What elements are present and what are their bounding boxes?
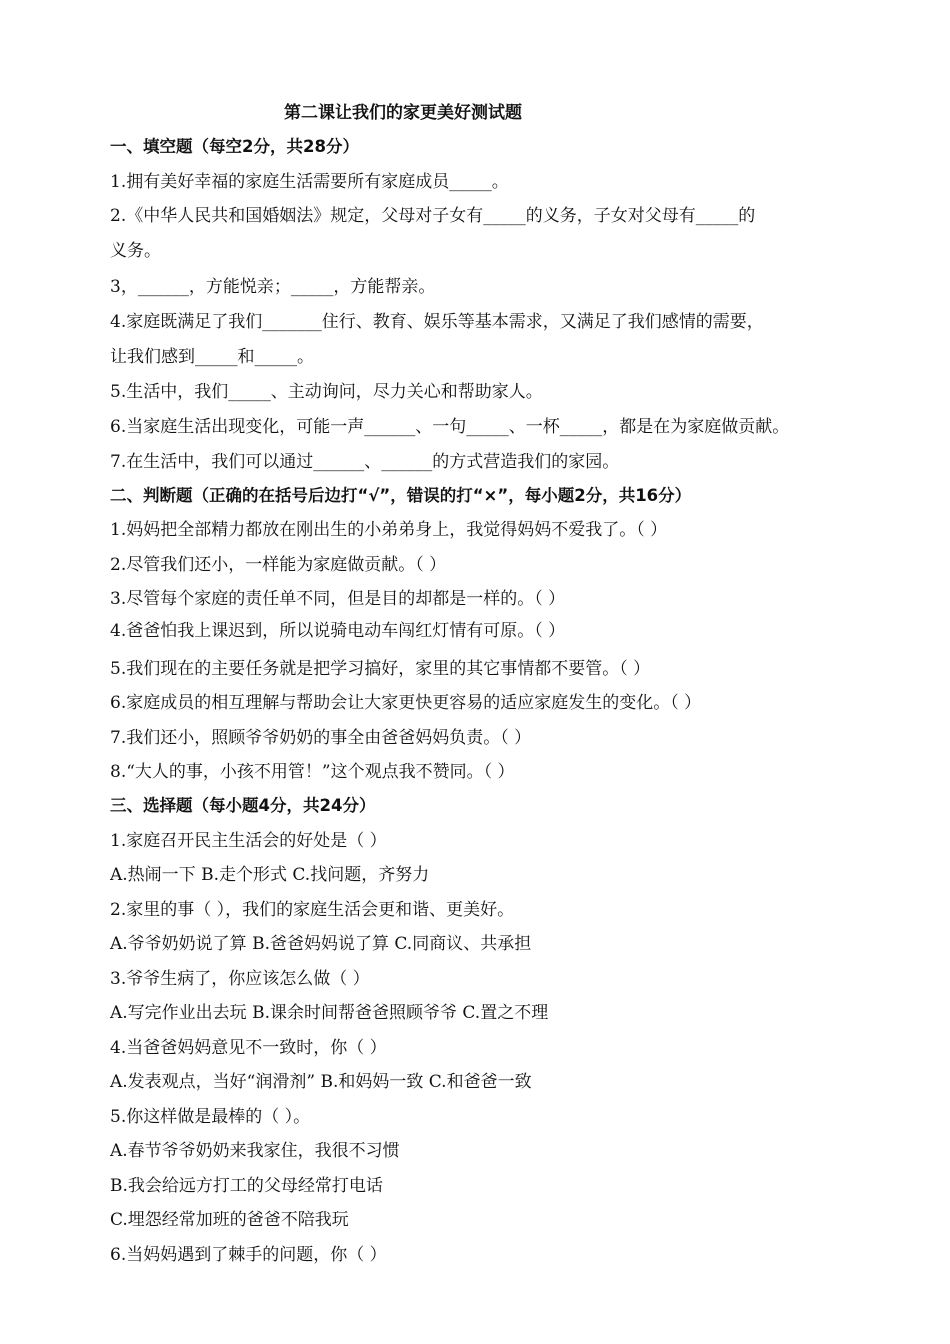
section-heading-fill-blank: 一、填空题（每空2分，共28分）	[110, 137, 359, 156]
question-line: 6.当妈妈遇到了棘手的问题，你（ ）	[110, 1245, 387, 1265]
section-heading-true-false: 二、判断题（正确的在括号后边打“√”，错误的打“×”，每小题2分，共16分）	[110, 486, 692, 505]
section-heading-multiple-choice: 三、选择题（每小题4分，共24分）	[110, 796, 376, 815]
option-line: B.我会给远方打工的父母经常打电话	[110, 1176, 383, 1196]
question-line: 3.尽管每个家庭的责任单不同，但是目的却都是一样的。（ ）	[110, 589, 566, 609]
question-line: 6.家庭成员的相互理解与帮助会让大家更快更容易的适应家庭发生的变化。（ ）	[110, 693, 702, 713]
question-line: 3.爷爷生病了，你应该怎么做（ ）	[110, 969, 370, 989]
question-line: 8.“大人的事，小孩不用管！”这个观点我不赞同。（ ）	[110, 762, 515, 782]
question-line: 1.妈妈把全部精力都放在刚出生的小弟弟身上，我觉得妈妈不爱我了。（ ）	[110, 520, 668, 540]
question-line: 5.生活中，我们_____、主动询问，尽力关心和帮助家人。	[110, 382, 543, 402]
option-line: A.写完作业出去玩 B.课余时间帮爸爸照顾爷爷 C.置之不理	[110, 1003, 549, 1023]
question-line: 2.家里的事（ ），我们的家庭生活会更和谐、更美好。	[110, 900, 515, 920]
page-title: 第二课让我们的家更美好测试题	[284, 103, 522, 123]
option-line: A.发表观点，当好“润滑剂” B.和妈妈一致 C.和爸爸一致	[110, 1072, 532, 1092]
question-line: 7.我们还小，照顾爷爷奶奶的事全由爸爸妈妈负责。（ ）	[110, 728, 532, 748]
question-line: 4.家庭既满足了我们_______住行、教育、娱乐等基本需求，又满足了我们感情的需要，	[110, 312, 764, 332]
option-line: A.爷爷奶奶说了算 B.爸爸妈妈说了算 C.同商议、共承担	[110, 934, 532, 954]
question-line: 2.尽管我们还小，一样能为家庭做贡献。（ ）	[110, 555, 447, 575]
question-line: 7.在生活中，我们可以通过______、______的方式营造我们的家园。	[110, 452, 620, 472]
question-line: 1.拥有美好幸福的家庭生活需要所有家庭成员_____。	[110, 172, 509, 192]
question-line: 义务。	[110, 241, 161, 261]
question-line: 4.爸爸怕我上课迟到，所以说骑电动车闯红灯情有可原。（ ）	[110, 621, 566, 641]
question-line: 2.《中华人民共和国婚姻法》规定，父母对子女有_____的义务，子女对父母有_____的	[110, 206, 756, 226]
option-line: A.春节爷爷奶奶来我家住，我很不习惯	[110, 1141, 400, 1161]
question-line: 5.我们现在的主要任务就是把学习搞好，家里的其它事情都不要管。（ ）	[110, 659, 651, 679]
question-line: 6.当家庭生活出现变化，可能一声______、一句_____、一杯_____，都是在为家庭做贡献。	[110, 417, 790, 437]
option-line: C.埋怨经常加班的爸爸不陪我玩	[110, 1210, 349, 1230]
question-line: 4.当爸爸妈妈意见不一致时，你（ ）	[110, 1038, 387, 1058]
question-line: 3，______，方能悦亲；_____，方能帮亲。	[110, 277, 436, 297]
question-line: 1.家庭召开民主生活会的好处是（ ）	[110, 831, 387, 851]
question-line: 5.你这样做是最棒的（ ）。	[110, 1107, 311, 1127]
question-line: 让我们感到_____和_____。	[110, 347, 314, 367]
option-line: A.热闹一下 B.走个形式 C.找问题，齐努力	[110, 865, 430, 885]
